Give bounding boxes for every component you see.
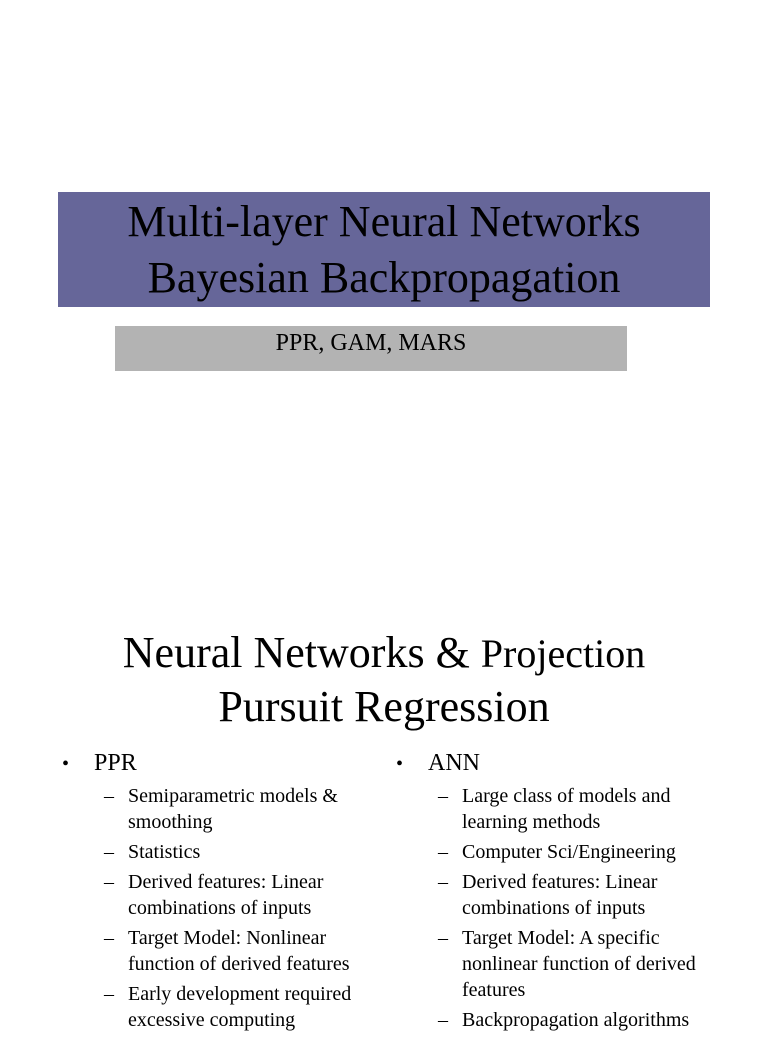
bullet-label: ANN xyxy=(428,750,480,776)
dash-icon: – xyxy=(104,927,114,949)
list-item: – Derived features: Linear combinations of inputs xyxy=(438,871,658,919)
slide-comparison xyxy=(0,540,768,1031)
subtitle-text: PPR, GAM, MARS xyxy=(275,330,467,356)
heading-line-2: Pursuit Regression xyxy=(218,682,550,731)
dash-icon: – xyxy=(104,841,114,863)
dash-icon: – xyxy=(438,841,448,863)
title-line-2: Bayesian Backpropagation xyxy=(147,252,621,302)
ann-sub-list xyxy=(396,783,726,1033)
list-item: – Computer Sci/Engineering xyxy=(438,841,676,863)
list-item: – Semiparametric models & smoothing xyxy=(104,785,338,833)
list-item: – Large class of models and learning methods xyxy=(438,785,671,833)
dash-icon: – xyxy=(438,1009,448,1031)
list-item: – Early development required excessive computing xyxy=(104,983,352,1031)
list-item: – Statistics xyxy=(104,841,201,863)
dash-icon: – xyxy=(104,785,114,807)
title-banner xyxy=(58,192,710,307)
bullet-ann xyxy=(396,748,726,779)
dash-icon: – xyxy=(104,983,114,1005)
list-item: – Target Model: Nonlinear function of derived features xyxy=(104,927,350,975)
bullet-label: PPR xyxy=(94,750,137,776)
bullet-ppr xyxy=(62,748,382,779)
right-column xyxy=(396,748,726,1037)
slide-heading xyxy=(0,626,768,733)
subtitle-banner xyxy=(115,326,627,371)
dash-icon: – xyxy=(438,871,448,893)
dash-icon: – xyxy=(104,871,114,893)
dash-icon: – xyxy=(438,927,448,949)
ppr-sub-list xyxy=(62,783,382,1033)
list-item: – Target Model: A specific nonlinear function of derived features xyxy=(438,927,696,1001)
dash-icon: – xyxy=(438,785,448,807)
heading-part-1: Neural Networks & xyxy=(122,628,481,677)
bullet-dot-icon: • xyxy=(396,753,404,775)
title-line-1: Multi-layer Neural Networks xyxy=(127,196,641,246)
heading-part-2: Projection xyxy=(480,631,646,676)
list-item: – Derived features: Linear combinations of inputs xyxy=(104,871,324,919)
list-item: – Backpropagation algorithms xyxy=(438,1009,690,1031)
left-column xyxy=(62,748,382,1037)
bullet-dot-icon: • xyxy=(62,753,70,775)
